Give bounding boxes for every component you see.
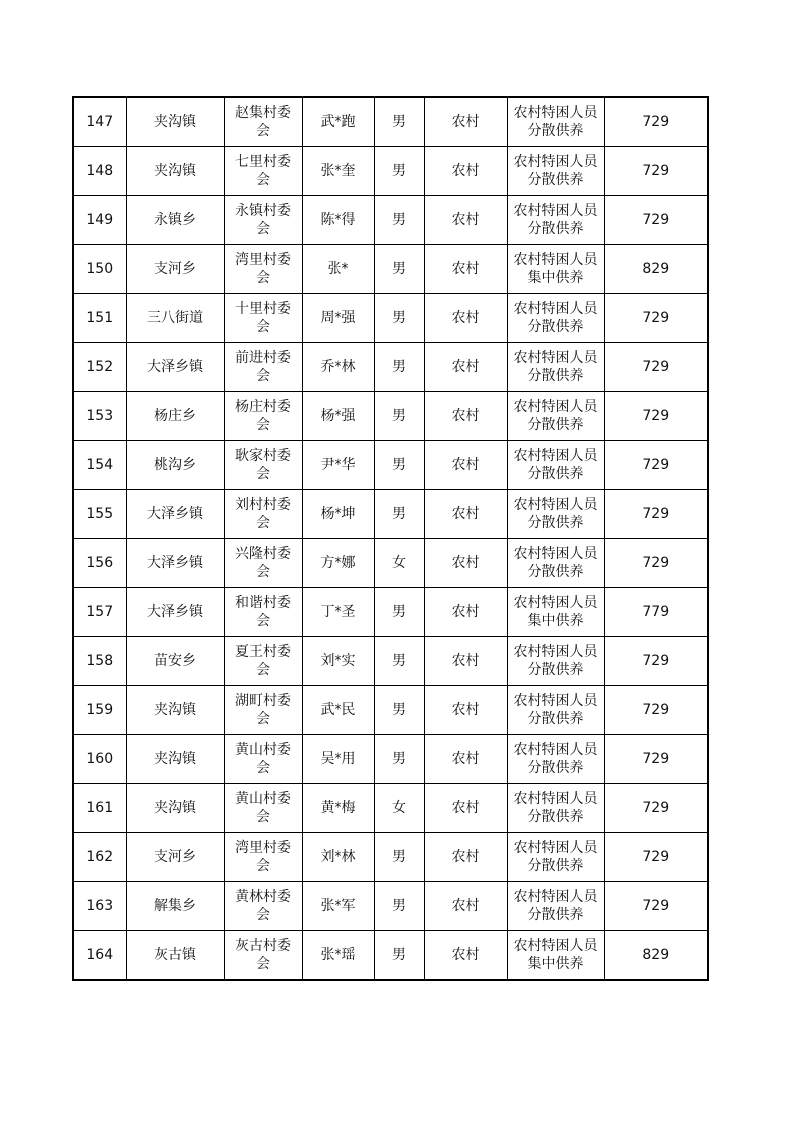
village-text: 湾里村委会 — [235, 252, 291, 286]
support-type-cell — [507, 294, 604, 343]
support-type-text: 农村特困人员分散供养 — [513, 693, 598, 727]
town-cell: 杨庄乡 — [126, 392, 224, 441]
village-cell — [224, 245, 302, 294]
row-number-cell: 157 — [73, 588, 126, 637]
area-cell: 农村 — [424, 245, 507, 294]
support-type-text: 农村特困人员分散供养 — [513, 448, 598, 482]
table-row — [73, 637, 708, 686]
support-type-cell — [507, 735, 604, 784]
support-type-text: 农村特困人员集中供养 — [513, 938, 598, 972]
village-cell — [224, 539, 302, 588]
area-cell: 农村 — [424, 735, 507, 784]
support-type-cell — [507, 392, 604, 441]
amount-cell: 729 — [604, 392, 708, 441]
town-cell: 夹沟镇 — [126, 784, 224, 833]
gender-cell: 男 — [374, 833, 424, 882]
town-cell: 灰古镇 — [126, 931, 224, 981]
gender-cell: 男 — [374, 686, 424, 735]
table-row — [73, 833, 708, 882]
support-type-text: 农村特困人员分散供养 — [513, 889, 598, 923]
village-cell — [224, 196, 302, 245]
area-cell: 农村 — [424, 784, 507, 833]
amount-cell: 729 — [604, 882, 708, 931]
gender-cell: 男 — [374, 637, 424, 686]
support-type-text: 农村特困人员分散供养 — [513, 791, 598, 825]
amount-cell: 829 — [604, 245, 708, 294]
row-number-cell: 159 — [73, 686, 126, 735]
town-cell: 桃沟乡 — [126, 441, 224, 490]
support-type-cell — [507, 686, 604, 735]
village-text: 和谐村委会 — [235, 595, 291, 629]
table-row — [73, 245, 708, 294]
gender-cell: 男 — [374, 882, 424, 931]
row-number-cell: 147 — [73, 97, 126, 147]
row-number-cell: 160 — [73, 735, 126, 784]
village-cell — [224, 97, 302, 147]
village-cell — [224, 931, 302, 981]
area-cell: 农村 — [424, 686, 507, 735]
village-cell — [224, 833, 302, 882]
relief-recipient-table — [72, 96, 709, 981]
town-cell: 永镇乡 — [126, 196, 224, 245]
gender-cell: 男 — [374, 294, 424, 343]
amount-cell: 829 — [604, 931, 708, 981]
name-cell: 武*民 — [302, 686, 374, 735]
amount-cell: 729 — [604, 686, 708, 735]
support-type-cell — [507, 343, 604, 392]
row-number-cell: 148 — [73, 147, 126, 196]
name-cell: 张* — [302, 245, 374, 294]
amount-cell: 729 — [604, 784, 708, 833]
table-row — [73, 343, 708, 392]
town-cell: 解集乡 — [126, 882, 224, 931]
amount-cell: 729 — [604, 539, 708, 588]
town-cell: 大泽乡镇 — [126, 490, 224, 539]
row-number-cell: 161 — [73, 784, 126, 833]
support-type-cell — [507, 147, 604, 196]
town-cell: 支河乡 — [126, 245, 224, 294]
support-type-cell — [507, 97, 604, 147]
name-cell: 吴*用 — [302, 735, 374, 784]
name-cell: 周*强 — [302, 294, 374, 343]
support-type-text: 农村特困人员分散供养 — [513, 399, 598, 433]
name-cell: 武*跑 — [302, 97, 374, 147]
amount-cell: 729 — [604, 97, 708, 147]
gender-cell: 男 — [374, 490, 424, 539]
support-type-cell — [507, 784, 604, 833]
table-row — [73, 147, 708, 196]
support-type-text: 农村特困人员分散供养 — [513, 840, 598, 874]
town-cell: 夹沟镇 — [126, 147, 224, 196]
support-type-cell — [507, 245, 604, 294]
name-cell: 张*瑶 — [302, 931, 374, 981]
town-cell: 夹沟镇 — [126, 686, 224, 735]
support-type-text: 农村特困人员集中供养 — [513, 595, 598, 629]
support-type-cell — [507, 931, 604, 981]
name-cell: 刘*实 — [302, 637, 374, 686]
name-cell: 丁*圣 — [302, 588, 374, 637]
support-type-cell — [507, 441, 604, 490]
support-type-cell — [507, 637, 604, 686]
area-cell: 农村 — [424, 97, 507, 147]
village-text: 兴隆村委会 — [235, 546, 291, 580]
amount-cell: 729 — [604, 735, 708, 784]
village-cell — [224, 490, 302, 539]
table-row — [73, 196, 708, 245]
table-row — [73, 490, 708, 539]
row-number-cell: 164 — [73, 931, 126, 981]
row-number-cell: 156 — [73, 539, 126, 588]
name-cell: 张*军 — [302, 882, 374, 931]
support-type-text: 农村特困人员分散供养 — [513, 497, 598, 531]
row-number-cell: 163 — [73, 882, 126, 931]
town-cell: 夹沟镇 — [126, 735, 224, 784]
gender-cell: 男 — [374, 392, 424, 441]
gender-cell: 男 — [374, 245, 424, 294]
name-cell: 乔*林 — [302, 343, 374, 392]
village-text: 黄山村委会 — [235, 742, 291, 776]
village-text: 湖町村委会 — [235, 693, 291, 727]
row-number-cell: 154 — [73, 441, 126, 490]
support-type-text: 农村特困人员分散供养 — [513, 546, 598, 580]
support-type-cell — [507, 196, 604, 245]
gender-cell: 男 — [374, 343, 424, 392]
support-type-text: 农村特困人员分散供养 — [513, 154, 598, 188]
gender-cell: 男 — [374, 735, 424, 784]
amount-cell: 729 — [604, 637, 708, 686]
town-cell: 三八街道 — [126, 294, 224, 343]
area-cell: 农村 — [424, 588, 507, 637]
village-text: 黄林村委会 — [235, 889, 291, 923]
village-cell — [224, 882, 302, 931]
area-cell: 农村 — [424, 147, 507, 196]
area-cell: 农村 — [424, 539, 507, 588]
name-cell: 刘*林 — [302, 833, 374, 882]
row-number-cell: 150 — [73, 245, 126, 294]
area-cell: 农村 — [424, 294, 507, 343]
table-body — [73, 97, 708, 980]
support-type-text: 农村特困人员分散供养 — [513, 644, 598, 678]
support-type-text: 农村特困人员分散供养 — [513, 203, 598, 237]
table-row — [73, 97, 708, 147]
support-type-text: 农村特困人员分散供养 — [513, 742, 598, 776]
table-row — [73, 539, 708, 588]
table-row — [73, 441, 708, 490]
area-cell: 农村 — [424, 343, 507, 392]
table-row — [73, 882, 708, 931]
town-cell: 支河乡 — [126, 833, 224, 882]
table-row — [73, 735, 708, 784]
village-cell — [224, 588, 302, 637]
village-text: 七里村委会 — [235, 154, 291, 188]
village-text: 夏王村委会 — [235, 644, 291, 678]
name-cell: 张*奎 — [302, 147, 374, 196]
amount-cell: 729 — [604, 294, 708, 343]
support-type-text: 农村特困人员分散供养 — [513, 301, 598, 335]
row-number-cell: 149 — [73, 196, 126, 245]
gender-cell: 男 — [374, 196, 424, 245]
town-cell: 苗安乡 — [126, 637, 224, 686]
village-cell — [224, 686, 302, 735]
gender-cell: 女 — [374, 539, 424, 588]
row-number-cell: 162 — [73, 833, 126, 882]
village-text: 赵集村委会 — [235, 105, 291, 139]
gender-cell: 女 — [374, 784, 424, 833]
support-type-text: 农村特困人员分散供养 — [513, 350, 598, 384]
amount-cell: 729 — [604, 441, 708, 490]
amount-cell: 729 — [604, 490, 708, 539]
gender-cell: 男 — [374, 931, 424, 981]
support-type-cell — [507, 882, 604, 931]
name-cell: 方*娜 — [302, 539, 374, 588]
town-cell: 大泽乡镇 — [126, 539, 224, 588]
gender-cell: 男 — [374, 147, 424, 196]
town-cell: 夹沟镇 — [126, 97, 224, 147]
village-cell — [224, 637, 302, 686]
village-cell — [224, 441, 302, 490]
row-number-cell: 158 — [73, 637, 126, 686]
amount-cell: 779 — [604, 588, 708, 637]
name-cell: 杨*强 — [302, 392, 374, 441]
row-number-cell: 153 — [73, 392, 126, 441]
support-type-cell — [507, 490, 604, 539]
village-cell — [224, 735, 302, 784]
table-row — [73, 392, 708, 441]
village-text: 湾里村委会 — [235, 840, 291, 874]
village-text: 永镇村委会 — [235, 203, 291, 237]
village-text: 前进村委会 — [235, 350, 291, 384]
area-cell: 农村 — [424, 637, 507, 686]
area-cell: 农村 — [424, 441, 507, 490]
table-row — [73, 686, 708, 735]
village-text: 灰古村委会 — [235, 938, 291, 972]
village-cell — [224, 147, 302, 196]
amount-cell: 729 — [604, 833, 708, 882]
table-row — [73, 294, 708, 343]
village-cell — [224, 392, 302, 441]
village-text: 耿家村委会 — [235, 448, 291, 482]
area-cell: 农村 — [424, 931, 507, 981]
amount-cell: 729 — [604, 196, 708, 245]
village-text: 黄山村委会 — [235, 791, 291, 825]
support-type-text: 农村特困人员分散供养 — [513, 105, 598, 139]
row-number-cell: 155 — [73, 490, 126, 539]
name-cell: 黄*梅 — [302, 784, 374, 833]
support-type-cell — [507, 539, 604, 588]
support-type-cell — [507, 588, 604, 637]
town-cell: 大泽乡镇 — [126, 588, 224, 637]
village-cell — [224, 294, 302, 343]
table-row — [73, 588, 708, 637]
name-cell: 陈*得 — [302, 196, 374, 245]
table-row — [73, 931, 708, 981]
gender-cell: 男 — [374, 441, 424, 490]
village-cell — [224, 343, 302, 392]
area-cell: 农村 — [424, 833, 507, 882]
support-type-cell — [507, 833, 604, 882]
gender-cell: 男 — [374, 97, 424, 147]
village-text: 杨庄村委会 — [235, 399, 291, 433]
gender-cell: 男 — [374, 588, 424, 637]
name-cell: 杨*坤 — [302, 490, 374, 539]
village-cell — [224, 784, 302, 833]
town-cell: 大泽乡镇 — [126, 343, 224, 392]
table-row — [73, 784, 708, 833]
village-text: 刘村村委会 — [235, 497, 291, 531]
area-cell: 农村 — [424, 490, 507, 539]
name-cell: 尹*华 — [302, 441, 374, 490]
amount-cell: 729 — [604, 147, 708, 196]
row-number-cell: 151 — [73, 294, 126, 343]
support-type-text: 农村特困人员集中供养 — [513, 252, 598, 286]
row-number-cell: 152 — [73, 343, 126, 392]
amount-cell: 729 — [604, 343, 708, 392]
village-text: 十里村委会 — [235, 301, 291, 335]
area-cell: 农村 — [424, 882, 507, 931]
area-cell: 农村 — [424, 196, 507, 245]
area-cell: 农村 — [424, 392, 507, 441]
